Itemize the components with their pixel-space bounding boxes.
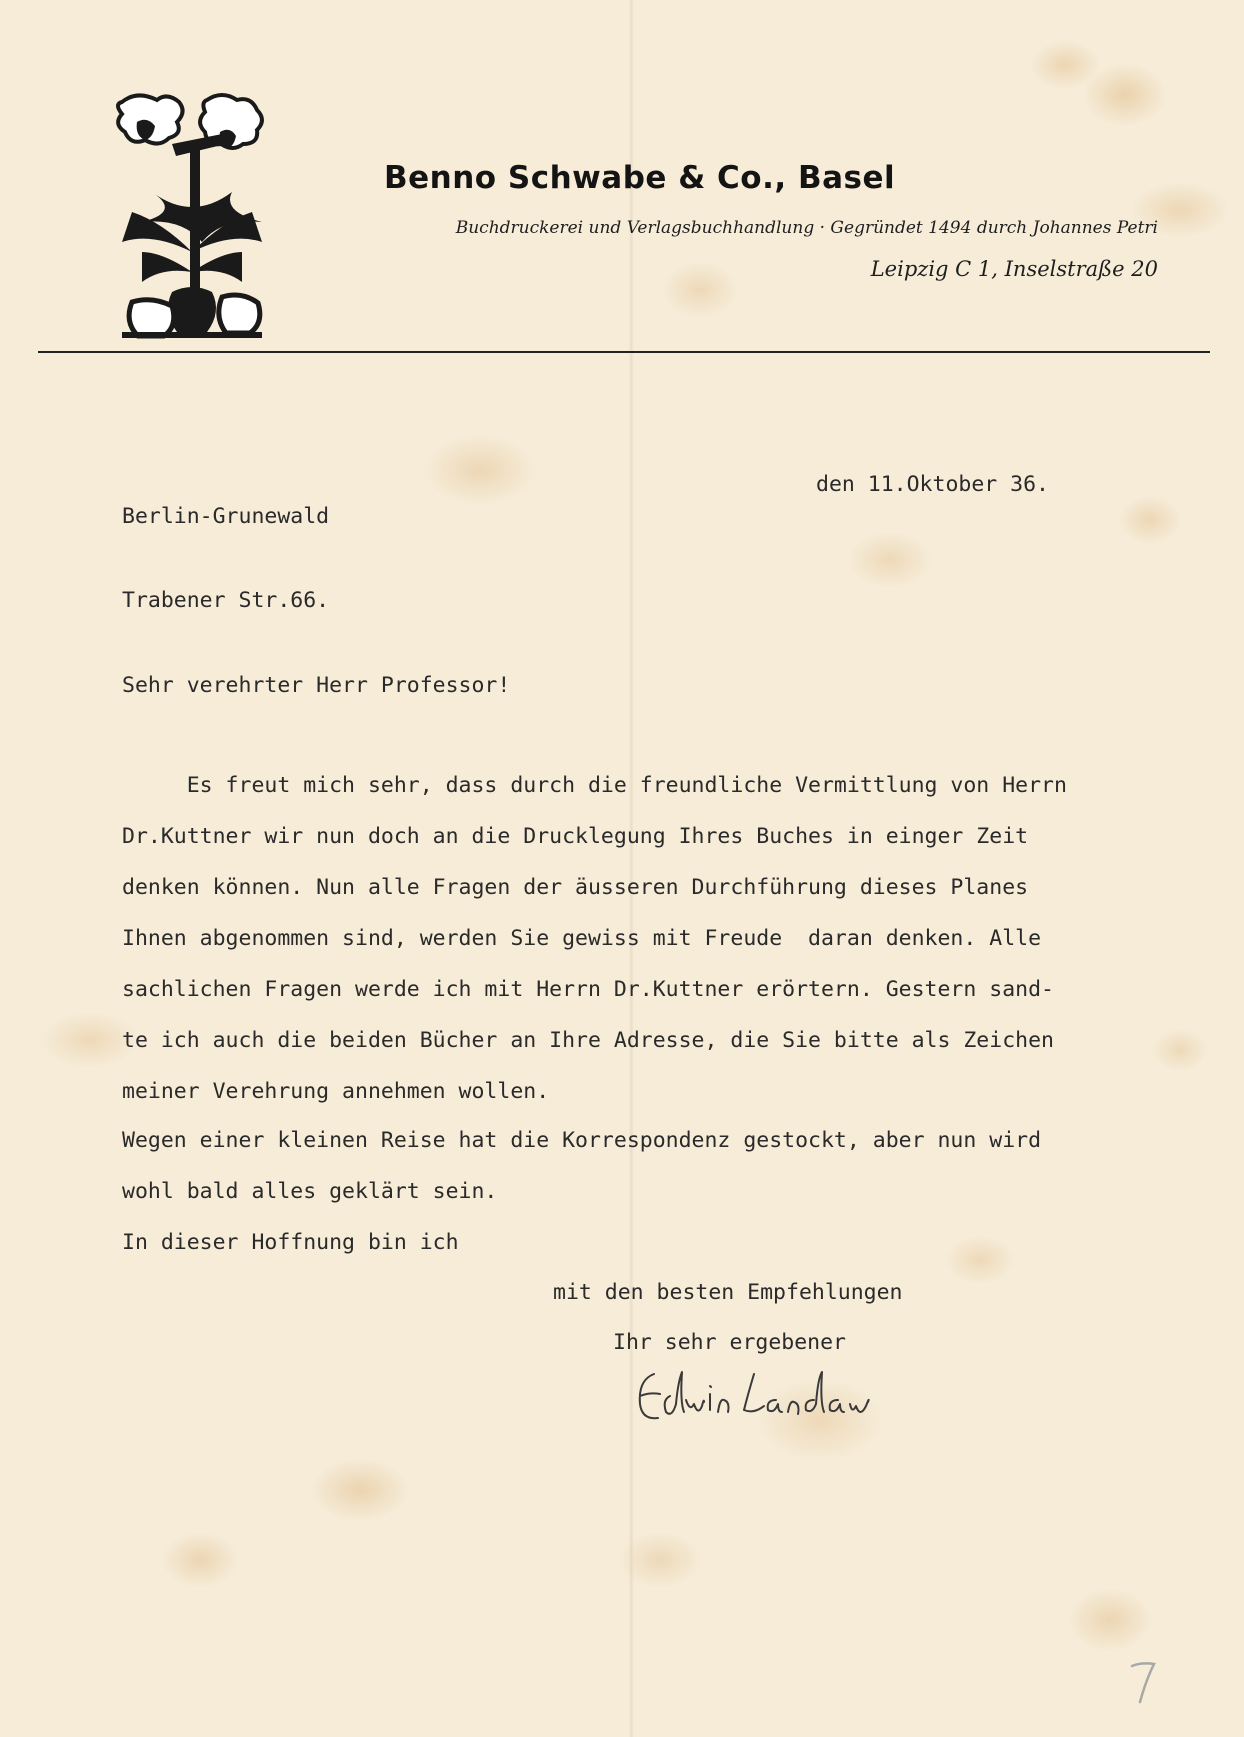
- folio-number: [1128, 1658, 1158, 1708]
- body-line: te ich auch die beiden Bücher an Ihre Adresse, die Sie bitte als Zeichen: [122, 1028, 1054, 1053]
- company-name: Benno Schwabe & Co., Basel: [384, 160, 896, 196]
- closing-line-1: mit den besten Empfehlungen: [553, 1280, 903, 1305]
- body-line: wohl bald alles geklärt sein.: [122, 1179, 498, 1204]
- handwritten-signature: [626, 1360, 886, 1440]
- company-address: Leipzig C 1, Inselstraße 20: [870, 257, 1158, 281]
- printer-device-woodcut-icon: [112, 92, 272, 342]
- sender-address-line-1: Berlin-Grunewald: [122, 504, 330, 529]
- body-line: Dr.Kuttner wir nun doch an die Drucklegung Ihres Buches in einger Zeit: [122, 824, 1029, 849]
- body-line: Es freut mich sehr, dass durch die freundliche Vermittlung von Herrn: [122, 773, 1067, 798]
- company-subtitle: Buchdruckerei und Verlagsbuchhandlung · Gegründet 1494 durch Johannes Petri: [455, 218, 1158, 238]
- letterhead-divider: [38, 351, 1210, 353]
- letter-date: den 11.Oktober 36.: [816, 472, 1049, 497]
- salutation: Sehr verehrter Herr Professor!: [122, 673, 511, 698]
- body-line: Ihnen abgenommen sind, werden Sie gewiss mit Freude daran denken. Alle: [122, 926, 1042, 951]
- body-line: denken können. Nun alle Fragen der äusseren Durchführung dieses Planes: [122, 875, 1029, 900]
- body-line: Wegen einer kleinen Reise hat die Korrespondenz gestockt, aber nun wird: [122, 1128, 1042, 1153]
- body-line: In dieser Hoffnung bin ich: [122, 1230, 459, 1255]
- sender-address: [122, 447, 329, 671]
- body-line: sachlichen Fragen werde ich mit Herrn Dr.Kuttner erörtern. Gestern sand-: [122, 977, 1054, 1002]
- closing-line-2: Ihr sehr ergebener: [613, 1330, 846, 1355]
- body-line: meiner Verehrung annehmen wollen.: [122, 1079, 550, 1104]
- sender-address-line-2: Trabener Str.66.: [122, 588, 330, 613]
